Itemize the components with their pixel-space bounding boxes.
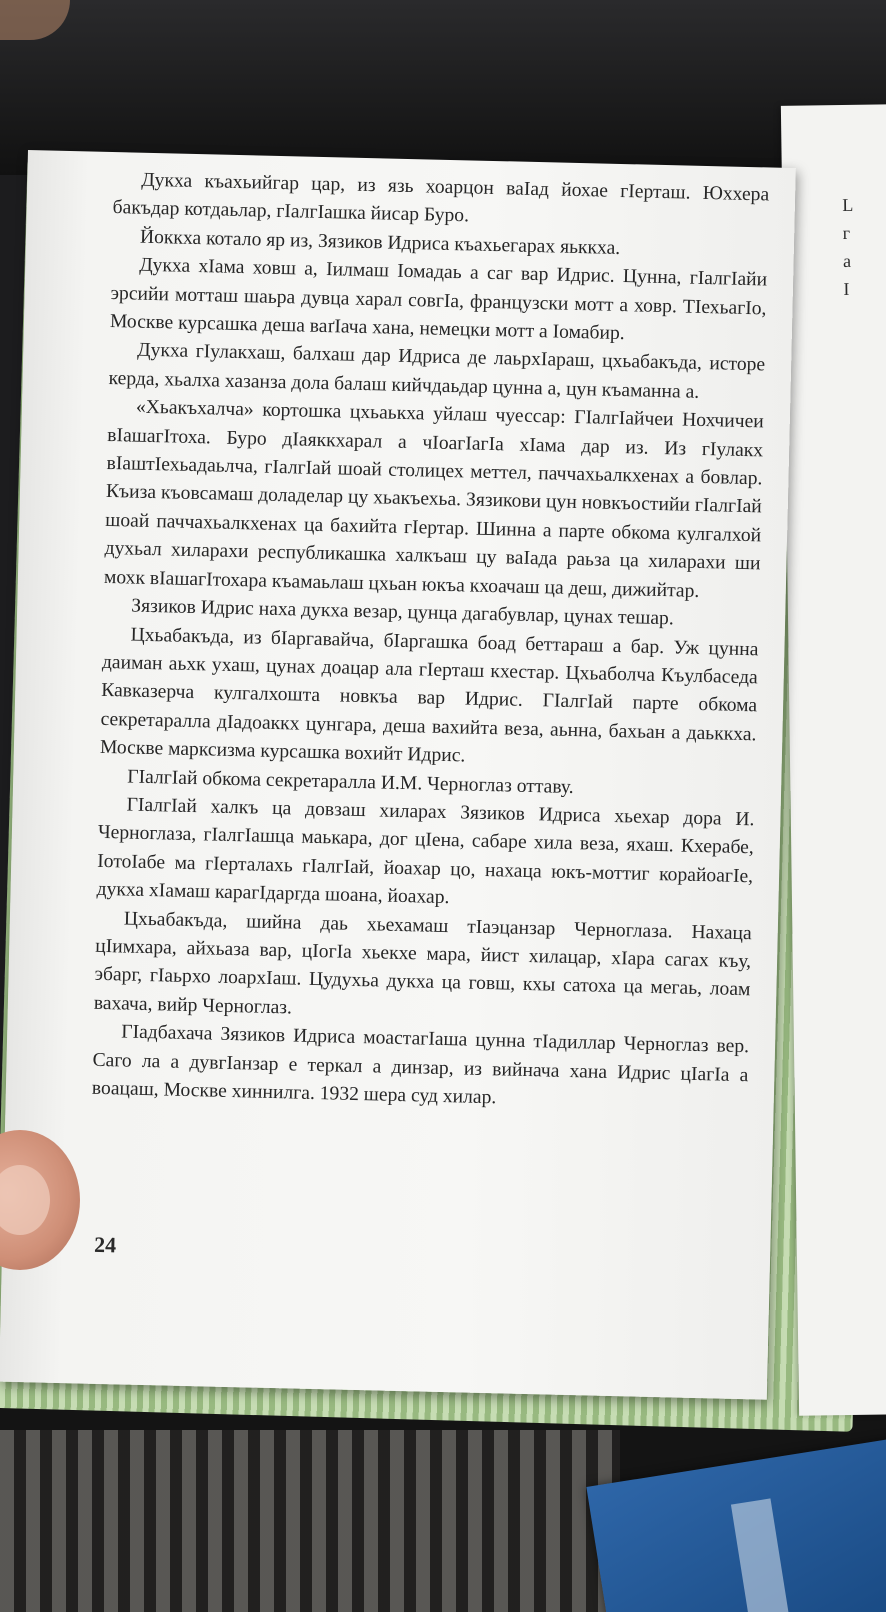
blue-book-label — [731, 1498, 791, 1612]
paragraph: «Хьакъхалча» кортошка цхьаькха уйлаш чуессар: ГІалгІайчеи Нохчичеи вІашагІтоха. Буро дІаяккхарал а чІоагІагІа хІама дар из. Из гІулакх вІаштІехьадаьлча, гІалгІай шоай столицех меттел, паччахьалкхенах а бовлар. Къиза къовсамаш доладелар цу хьакъехьа. Зязикови цун новкъостийи гІалгІай шоай паччахьалкхенах ца бахийта гІертар. Шинна а парте обкома кулгалхой духьал хиларахи республикашка халкъаш цу ваІада раьза ца хиларахи ши мохк вІашагІтохара къамаьлаш цхьан юкъа кхоачаш ца деш, дижийтар. — [103, 396, 765, 602]
paragraph: Цхьабакъда, из бІаргавайча, бІаргашка боад беттараш а бар. Уж цунна даиман аьхк ухаш, цунах доацар ала гІерташ кхестар. Цхьаболча Къулбаседа Кавказерча кулгалхошта новкъа вар Идрис. ГІалгІай парте обкома секретаралла дІадоаккх цунгара, деша вахийта веза, аьнна, бахьан а даьккха. Москве марксизма курсашка вохийт Идрис. — [99, 624, 759, 767]
paragraph: Дукха хІама ховш а, Іилмаш Іомадаь а саг вар Идрис. Цунна, гІалгІайи эрсийи мотташ шаьра дувца харал совгІа, французски мотт а ховр. ТІехьагІо, Москве курсашка деша ваґІача хана, немецки мотт а Іомабир. — [109, 254, 768, 345]
patterned-rug — [0, 1430, 620, 1612]
next-page — [781, 104, 886, 1416]
next-page-fragment: I — [843, 278, 850, 300]
next-page-fragment: г — [842, 222, 851, 244]
next-page-fragment: а — [842, 250, 852, 272]
paragraph: Цхьабакъда, шийна даь хьехамаш тІаэцанзар Черноглаза. Нахаца цІимхара, айхьаза вар, цІогІа хьекхе мара, йист хилацар, хІара сагах къу, эбарг, гІаьрхо лоархІаш. Цудухьа дукха ца говш, кхы сатоха ца мегаь, лоам вахача, вийр Черноглаз. — [93, 908, 752, 1019]
book-page — [0, 150, 796, 1400]
next-page-fragment: L — [842, 194, 854, 216]
paragraph: Йоккха котало яр из, Зязиков Идриса къахьегарах яьккха. — [139, 226, 621, 259]
paragraph: Дукха гІулакхаш, балхаш дар Идриса де лаьрхІараш, цхьабакъда, исторе керда, хьалха хазанза дола балаш кийчдаьдар цунна а, цун къаманна а. — [108, 340, 766, 403]
page-number: 24 — [93, 1231, 117, 1258]
page-text — [92, 166, 770, 1119]
paragraph: ГІалгІай халкъ ца довзаш хиларах Зязиков Идриса хьехар дора И. Черноглаза, гІалгІашца маькара, дог цІена, сабаре хила веза, яхаш. Кхерабе, ІотоІабе ма гІерталахь гІалгІай, йоахар цо, нахаца юкъ-моттиг корайоагІе, дукха хІамаш карагІдаргда шоана, йоахар. — [96, 794, 755, 909]
background-top — [0, 0, 886, 175]
paragraph: Дукха къахьийгар цар, из язь хоарцон ваІад йохае гІерташ. Юххера бакъдар котдаьлар, гІалгІашка йисар Буро. — [112, 169, 770, 227]
paragraph: ГІалгІай обкома секретаралла И.М. Черноглаз оттаву. — [127, 766, 574, 798]
paragraph: Зязиков Идрис наха дукха везар, цунца дагабувлар, цунах тешар. — [131, 595, 674, 630]
paragraph: ГІадбахача Зязиков Идриса моастагІаша цунна тІадиллар Черноглаз вер. Саго ла а дувгІанзар е теркал а динзар, из вийнача хана Идрис цІагІа а воацаш, Москве хиннилга. 1932 шера суд хилар. — [91, 1021, 750, 1109]
